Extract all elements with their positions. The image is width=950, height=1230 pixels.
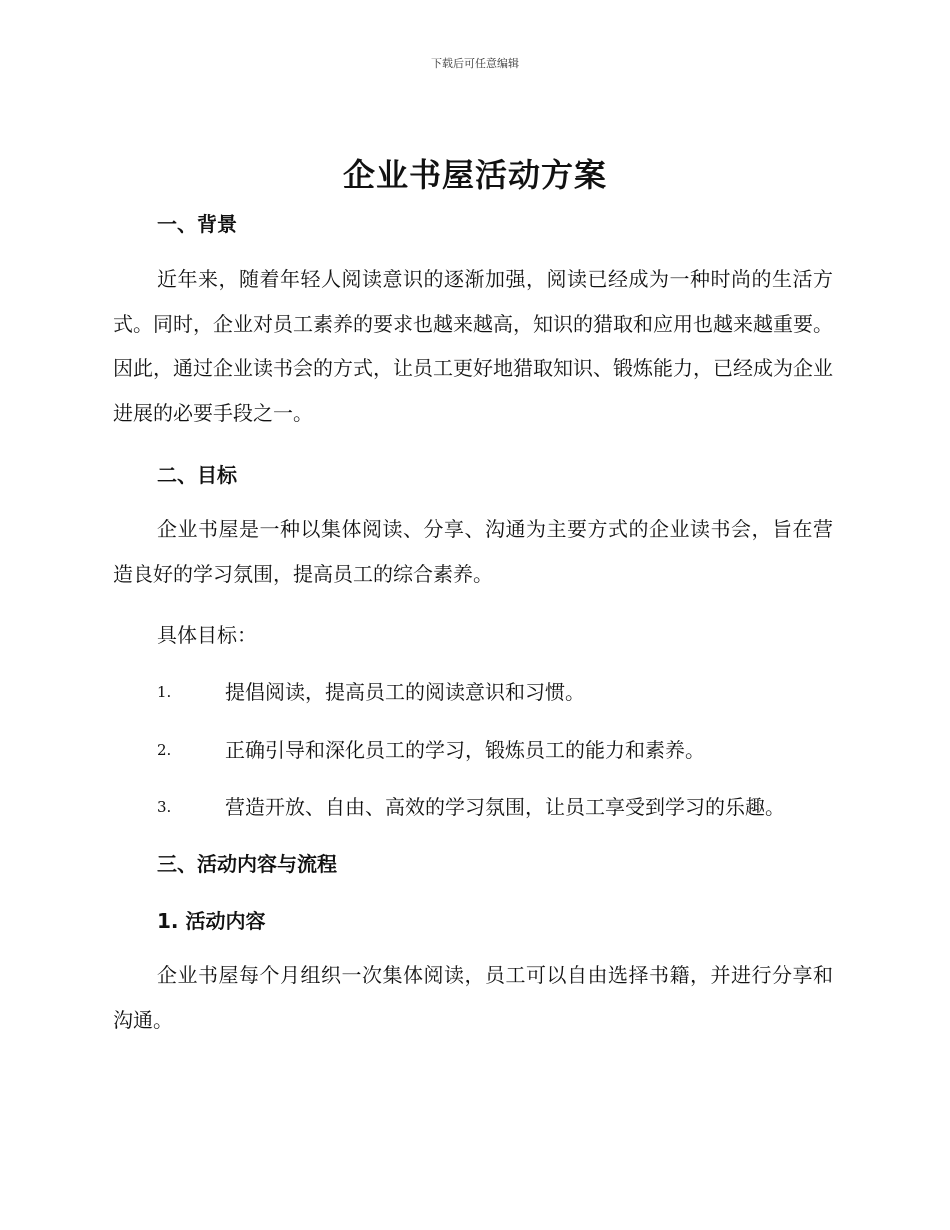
list-item-text: 正确引导和深化员工的学习，锻炼员工的能力和素养。 [225, 738, 705, 762]
list-item-text: 提倡阅读，提高员工的阅读意识和习惯。 [225, 680, 585, 704]
section-heading-background: 一、背景 [157, 212, 237, 236]
list-item [157, 734, 857, 763]
section-heading-activities: 三、活动内容与流程 [157, 852, 337, 876]
list-item [157, 676, 857, 705]
list-item-number: 2. [157, 741, 172, 759]
subheading-activity-content: 1. 活动内容 [157, 909, 266, 933]
section-heading-goals: 二、目标 [157, 463, 237, 487]
list-item [157, 791, 857, 820]
list-item-number: 3. [157, 798, 172, 816]
background-paragraph: 近年来，随着年轻人阅读意识的逐渐加强，阅读已经成为一种时尚的生活方式。同时，企业对员工素养的要求也越来越高，知识的猎取和应用也越来越重要。因此，通过企业读书会的方式，让员工更好地猎取知识、锻炼能力，已经成为企业进展的必要手段之一。 [113, 267, 833, 425]
goals-paragraph: 企业书屋是一种以集体阅读、分享、沟通为主要方式的企业读书会，旨在营造良好的学习氛围，提高员工的综合素养。 [113, 517, 833, 586]
header-note: 下载后可任意编辑 [431, 57, 519, 70]
goals-label: 具体目标： [157, 623, 257, 647]
page-title: 企业书屋活动方案 [342, 156, 607, 194]
list-item-number: 1. [157, 683, 172, 701]
activity-content-paragraph: 企业书屋每个月组织一次集体阅读，员工可以自由选择书籍，并进行分享和沟通。 [113, 963, 833, 1032]
list-item-text: 营造开放、自由、高效的学习氛围，让员工享受到学习的乐趣。 [225, 795, 785, 819]
